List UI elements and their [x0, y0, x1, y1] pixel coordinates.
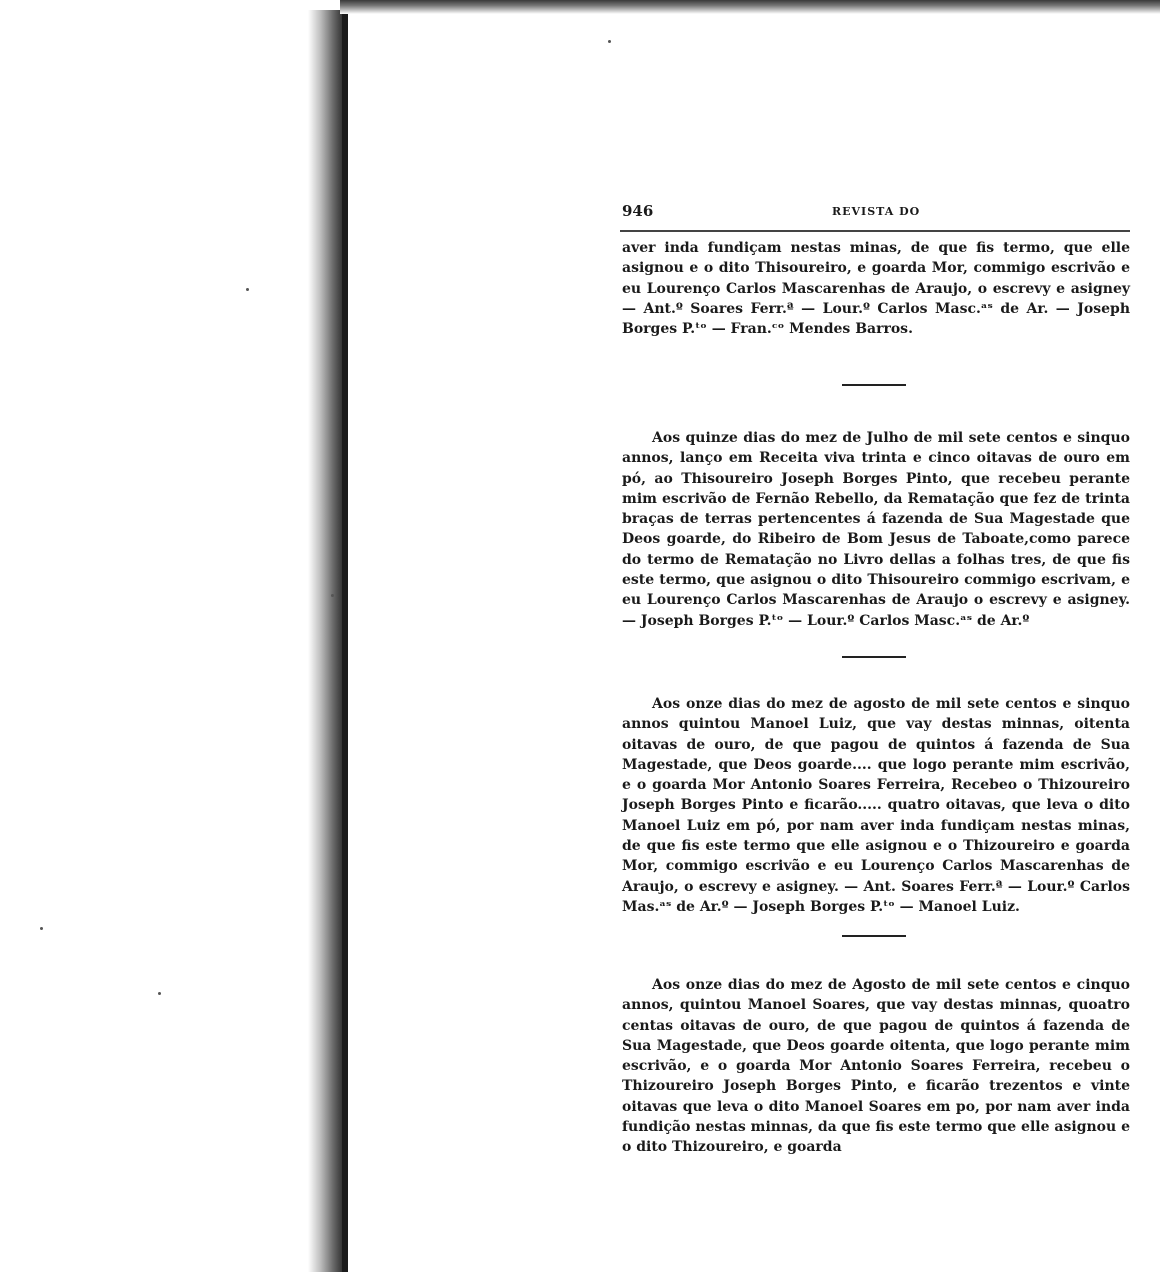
section-divider — [842, 384, 906, 386]
running-title: REVISTA DO — [832, 205, 921, 218]
book-gutter — [300, 0, 360, 1272]
gutter-shadow — [308, 10, 344, 1272]
scan-speck — [331, 594, 334, 597]
page-header — [620, 200, 1130, 232]
scan-speck — [40, 927, 43, 930]
paragraph-manoel-luiz: Aos onze dias do mez de agosto de mil sete centos e sinquo annos quintou Manoel Luiz, que vay destas minnas, oitenta oitavas de ouro, de que pagou de quintos á fazenda de Sua Magestade, que Deos goarde.... que logo perante mim escrivão, e o goarda Mor Antonio Soares Ferreira, Recebeo o Thizoureiro Joseph Borges Pinto e ficarão..... quatro oitavas, que leva o dito Manoel Luiz em pó, por nam aver inda fundiçam nestas minas, de que fis este termo que elle asignou e o Thizoureiro e goarda Mor, commigo escrivão e eu Lourenço Carlos Mascarenhas de Araujo, o escrevy e asigney. — Ant. Soares Ferr.ª — Lour.º Carlos Mas.ᵃˢ de Ar.º — Joseph Borges P.ᵗᵒ — Manoel Luiz. — [622, 696, 1130, 915]
section-divider — [842, 656, 906, 658]
top-page-edge — [340, 0, 1160, 14]
page-number: 946 — [622, 202, 654, 220]
scan-speck — [246, 288, 249, 291]
paragraph-manoel-soares: Aos onze dias do mez de Agosto de mil sete centos e cinquo annos, quintou Manoel Soares, que vay destas minnas, quoatro centas oitavas de ouro, de que pagou de quintos á fazenda de Sua Magestade, que Deos goarde oitenta, que logo perante mim escrivão, e o goarda Mor Antonio Soares Ferreira, recebeu o Thizoureiro Joseph Borges Pinto, e ficarão trezentos e vinte oitavas que leva o dito Manoel Soares em po, por nam aver inda fundição nestas minnas, da que fis este termo que elle asignou e o dito Thizoureiro, e goarda — [622, 977, 1130, 1156]
page-edge — [342, 0, 348, 1272]
paragraph-continuation: aver inda fundiçam nestas minas, de que fis termo, que elle asignou e o dito Thisoureiro, e goarda Mor, commigo escrivão e eu Lourenço Carlos Mascarenhas de Araujo, o escrevy e asigney — Ant.º Soares Ferr.ª — Lour.º Carlos Masc.ᵃˢ de Ar. — Joseph Borges P.ᵗᵒ — Fran.ᶜᵒ Mendes Barros. — [622, 240, 1130, 338]
paragraph-julho: Aos quinze dias do mez de Julho de mil sete centos e sinquo annos, lanço em Receita viva trinta e cinco oitavas de ouro em pó, ao Thisoureiro Joseph Borges Pinto, que recebeu perante mim escrivão de Fernão Rebello, da Rematação que fez de trinta braças de terras pertencentes á fazenda de Sua Magestade que Deos goarde, do Ribeiro de Bom Jesus de Taboate,como parece do termo de Rematação no Livro dellas a folhas tres, de que fis este termo, que asignou o dito Thisoureiro commigo escrivam, e eu Lourenço Carlos Mascarenhas de Araujo o escrevy e asigney. — Joseph Borges P.ᵗᵒ — Lour.º Carlos Masc.ᵃˢ de Ar.º — [622, 430, 1130, 629]
scan-speck — [158, 992, 161, 995]
section-divider — [842, 935, 906, 937]
scan-speck — [608, 40, 611, 43]
